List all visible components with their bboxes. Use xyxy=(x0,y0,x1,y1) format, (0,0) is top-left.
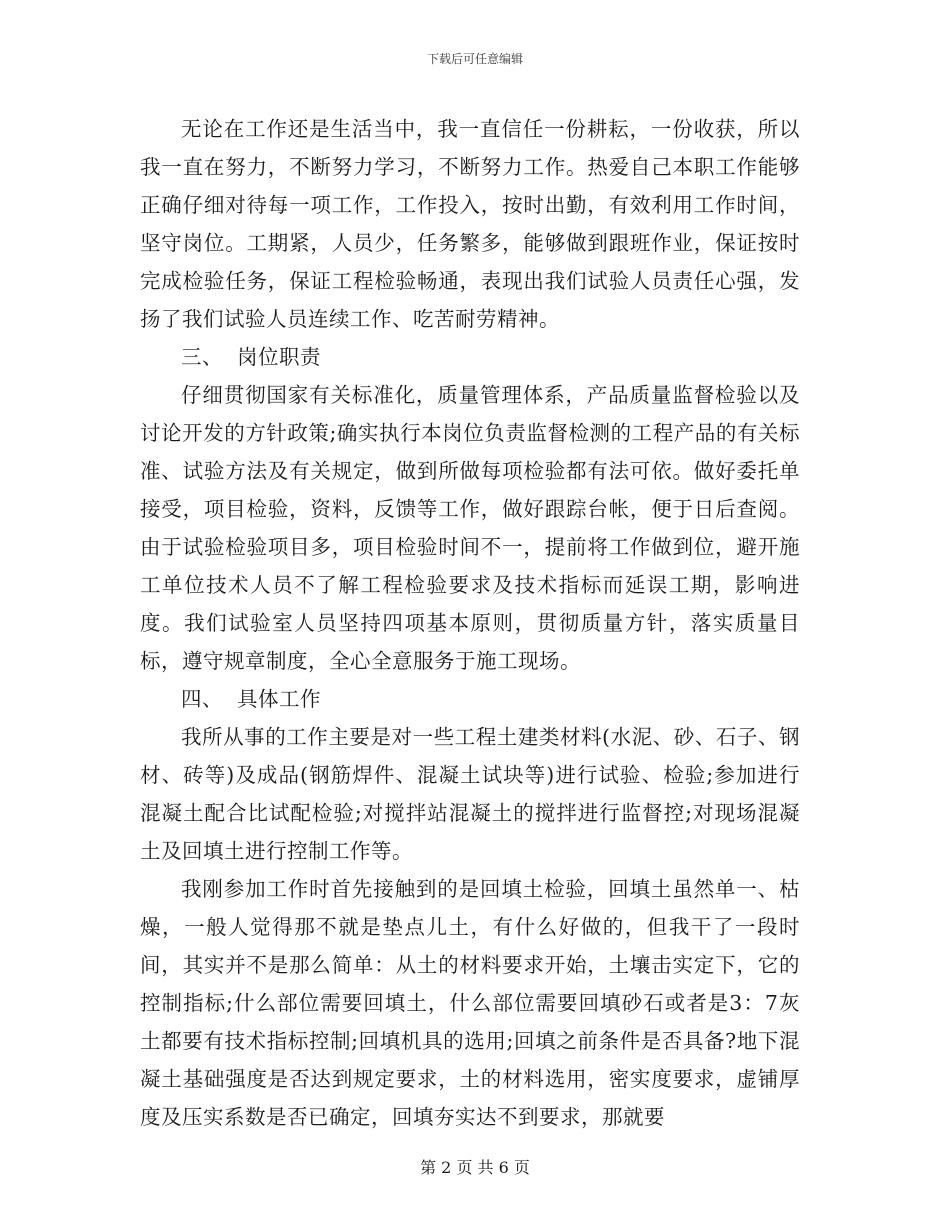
page-header: 下载后可任意编辑 xyxy=(426,52,523,66)
page-number: 第 2 页 共 6 页 xyxy=(420,1158,530,1177)
paragraph-specific-work: 我所从事的工作主要是对一些工程土建类材料(水泥、砂、石子、钢材、砖等)及成品(钢筋焊件、混凝土试块等)进行试验、检验;参加进行混凝土配合比试配检验;对搅拌站混凝土的搅拌进行监督控;对现场混凝土及回填土进行控制工作等。 xyxy=(140,725,800,863)
section-heading-specific-work: 四、 具体工作 xyxy=(181,687,322,711)
section-heading-job-duties: 三、 岗位职责 xyxy=(181,345,322,369)
paragraph-backfill-inspection: 我刚参加工作时首先接触到的是回填土检验，回填土虽然单一、枯燥，一般人觉得那不就是垫点儿土，有什么好做的，但我干了一段时间，其实并不是那么简单：从土的材料要求开始，土壤击实定下，它的控制指标;什么部位需要回填土，什么部位需要回填砂石或者是3：7灰土都要有技术指标控制;回填机具的选用;回填之前条件是否具备?地下混凝土基础强度是否达到规定要求，土的材料选用，密实度要求，虚铺厚度及压实系数是否已确定，回填夯实达不到要求，那就要 xyxy=(140,877,800,1129)
paragraph-job-duties: 仔细贯彻国家有关标准化，质量管理体系，产品质量监督检验以及讨论开发的方针政策;确实执行本岗位负责监督检测的工程产品的有关标准、试验方法及有关规定，做到所做每项检验都有法可依。做好委托单接受，项目检验，资料，反馈等工作，做好跟踪台帐，便于日后查阅。由于试验检验项目多，项目检验时间不一，提前将工作做到位，避开施工单位技术人员不了解工程检验要求及技术指标而延误工期，影响进度。我们试验室人员坚持四项基本原则，贯彻质量方针，落实质量目标，遵守规章制度，全心全意服务于施工现场。 xyxy=(140,383,800,673)
paragraph-work-attitude: 无论在工作还是生活当中，我一直信任一份耕耘，一份收获，所以我一直在努力，不断努力学习，不断努力工作。热爱自己本职工作能够正确仔细对待每一项工作，工作投入，按时出勤，有效利用工作时间，坚守岗位。工期紧，人员少，任务繁多，能够做到跟班作业，保证按时完成检验任务，保证工程检验畅通，表现出我们试验人员责任心强，发扬了我们试验人员连续工作、吃苦耐劳精神。 xyxy=(140,117,800,331)
document-body xyxy=(140,110,800,1136)
